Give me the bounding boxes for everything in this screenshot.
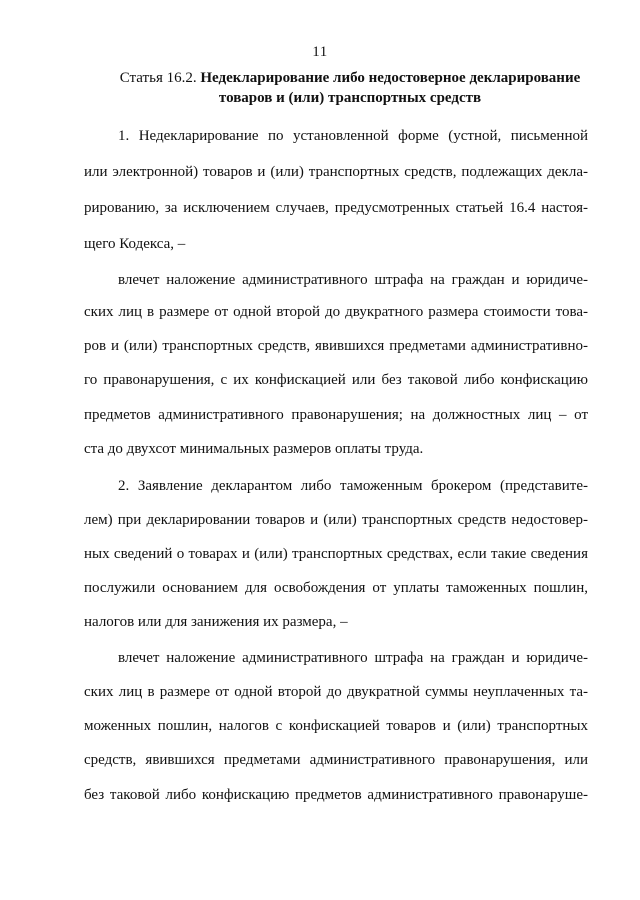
text-line: предметов административного правонарушения; на должностных лиц – от (84, 407, 588, 423)
text-line: без таковой либо конфискацию предметов административного правонаруше- (84, 787, 588, 803)
text-line: послужили основанием для освобождения от уплаты таможенных пошлин, (84, 580, 588, 596)
text-line: 1. Недекларирование по установленной форме (устной, письменной (118, 128, 588, 144)
text-line: ров и (или) транспортных средств, явившихся предметами административно- (84, 338, 588, 354)
text-line: ских лиц в размере от одной второй до двукратной суммы неуплаченных та- (84, 684, 588, 700)
text-line: налогов или для занижения их размера, – (84, 614, 348, 630)
text-line: го правонарушения, с их конфискацией или без таковой либо конфискацию (84, 372, 588, 388)
text-line: или электронной) товаров и (или) транспортных средств, подлежащих декла- (84, 164, 588, 180)
text-line: влечет наложение административного штрафа на граждан и юридиче- (118, 272, 588, 288)
text-line: ных сведений о товарах и (или) транспортных средствах, если такие сведения (84, 546, 588, 562)
text-line: 2. Заявление декларантом либо таможенным брокером (представите- (118, 478, 588, 494)
article-number: Статья 16.2. (119, 70, 197, 86)
text-line: щего Кодекса, – (84, 236, 186, 252)
text-line: влечет наложение административного штрафа на граждан и юридиче- (118, 650, 588, 666)
article-title-part-2: товаров и (или) транспортных средств (218, 90, 482, 106)
text-line: средств, явившихся предметами административного правонарушения, или (84, 752, 588, 768)
text-line: рированию, за исключением случаев, предусмотренных статьей 16.4 настоя- (84, 200, 588, 216)
heading-line-1 (100, 68, 600, 88)
text-line: ских лиц в размере от одной второй до двукратного размера стоимости това- (84, 304, 588, 320)
text-line: лем) при декларировании товаров и (или) транспортных средств недостовер- (84, 512, 588, 528)
article-title-part-1: Недекларирование либо недостоверное декларирование (200, 70, 581, 86)
text-line: моженных пошлин, налогов с конфискацией товаров и (или) транспортных (84, 718, 588, 734)
article-heading (100, 68, 600, 108)
page-number: 11 (312, 44, 328, 60)
text-line: ста до двухсот минимальных размеров оплаты труда. (84, 441, 424, 457)
